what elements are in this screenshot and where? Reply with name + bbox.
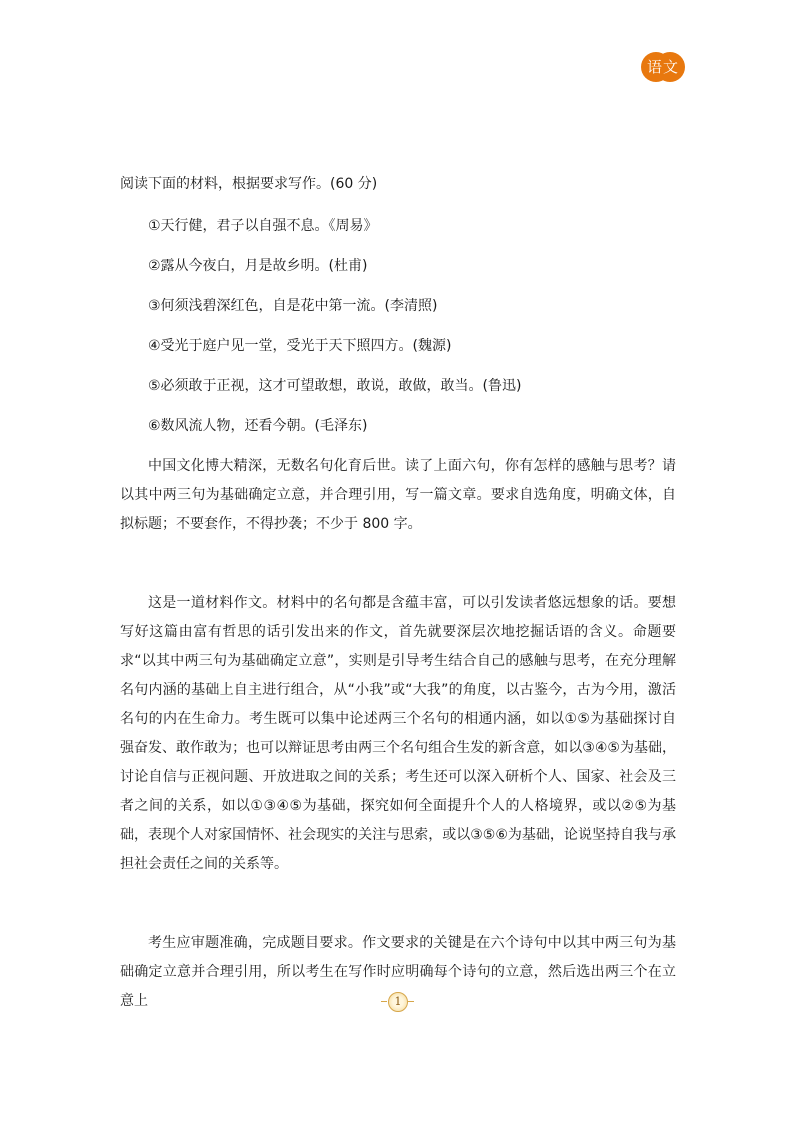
quote-4: ④受光于庭户见一堂，受光于天下照四方。(魏源) <box>148 338 452 354</box>
quote-3: ③何须浅碧深红色，自是花中第一流。(李清照) <box>148 298 438 314</box>
page-number <box>381 991 415 1013</box>
quote-5: ⑤必须敢于正视，这才可望敢想，敢说，敢做，敢当。(鲁迅) <box>148 378 522 394</box>
analysis-paragraph-1: 这是一道材料作文。材料中的名句都是含蕴丰富，可以引发读者悠远想象的话。要想写好这篇由富有哲思的话引发出来的作文，首先就要深层次地挖掘话语的含义。命题要求“以其中两三句为基础确定立意”，实则是引导考生结合自己的感触与思考，在充分理解名句内涵的基础上自主进行组合，从“小我”或“大我”的角度，以古鉴今，古为今用，激活名句的内在生命力。考生既可以集中论述两三个名句的相通内涵，如以①⑤为基础探讨自强奋发、敢作敢为；也可以辩证思考由两三个名句组合生发的新含意，如以③④⑤为基础，讨论自信与正视问题、开放进取之间的关系；考生还可以深入研析个人、国家、社会及三者之间的关系，如以①③④⑤为基础，探究如何全面提升个人的人格境界，或以②⑤为基础，表现个人对家国情怀、社会现实的关注与思索，或以③⑤⑥为基础，论说坚持自我与承担社会责任之间的关系等。 <box>120 595 676 872</box>
quote-1: ①天行健，君子以自强不息。《周易》 <box>148 218 378 234</box>
analysis-paragraph-2: 考生应审题准确，完成题目要求。作文要求的关键是在六个诗句中以其中两三句为基础确定立意并合理引用，所以考生在写作时应明确每个诗句的立意，然后选出两三个在立意上 <box>120 935 676 1009</box>
quote-6: ⑥数风流人物，还看今朝。(毛泽东) <box>148 418 368 434</box>
page-ornament-right <box>408 1001 414 1002</box>
subject-badge-label: 语文 <box>646 58 679 76</box>
document-body <box>120 174 676 1016</box>
prompt-intro: 阅读下面的材料，根据要求写作。(60 分) <box>120 176 378 192</box>
writing-requirement: 中国文化博大精深，无数名句化育后世。读了上面六句，你有怎样的感触与思考？请以其中两三句为基础确定立意，并合理引用，写一篇文章。要求自选角度，明确文体，自拟标题；不要套作，不得抄袭；不少于 800 字。 <box>120 458 676 532</box>
quote-2: ②露从今夜白，月是故乡明。(杜甫) <box>148 258 368 274</box>
page-ornament-left <box>381 1001 387 1002</box>
page-number-label: 1 <box>394 995 402 1008</box>
subject-badge <box>641 52 685 82</box>
